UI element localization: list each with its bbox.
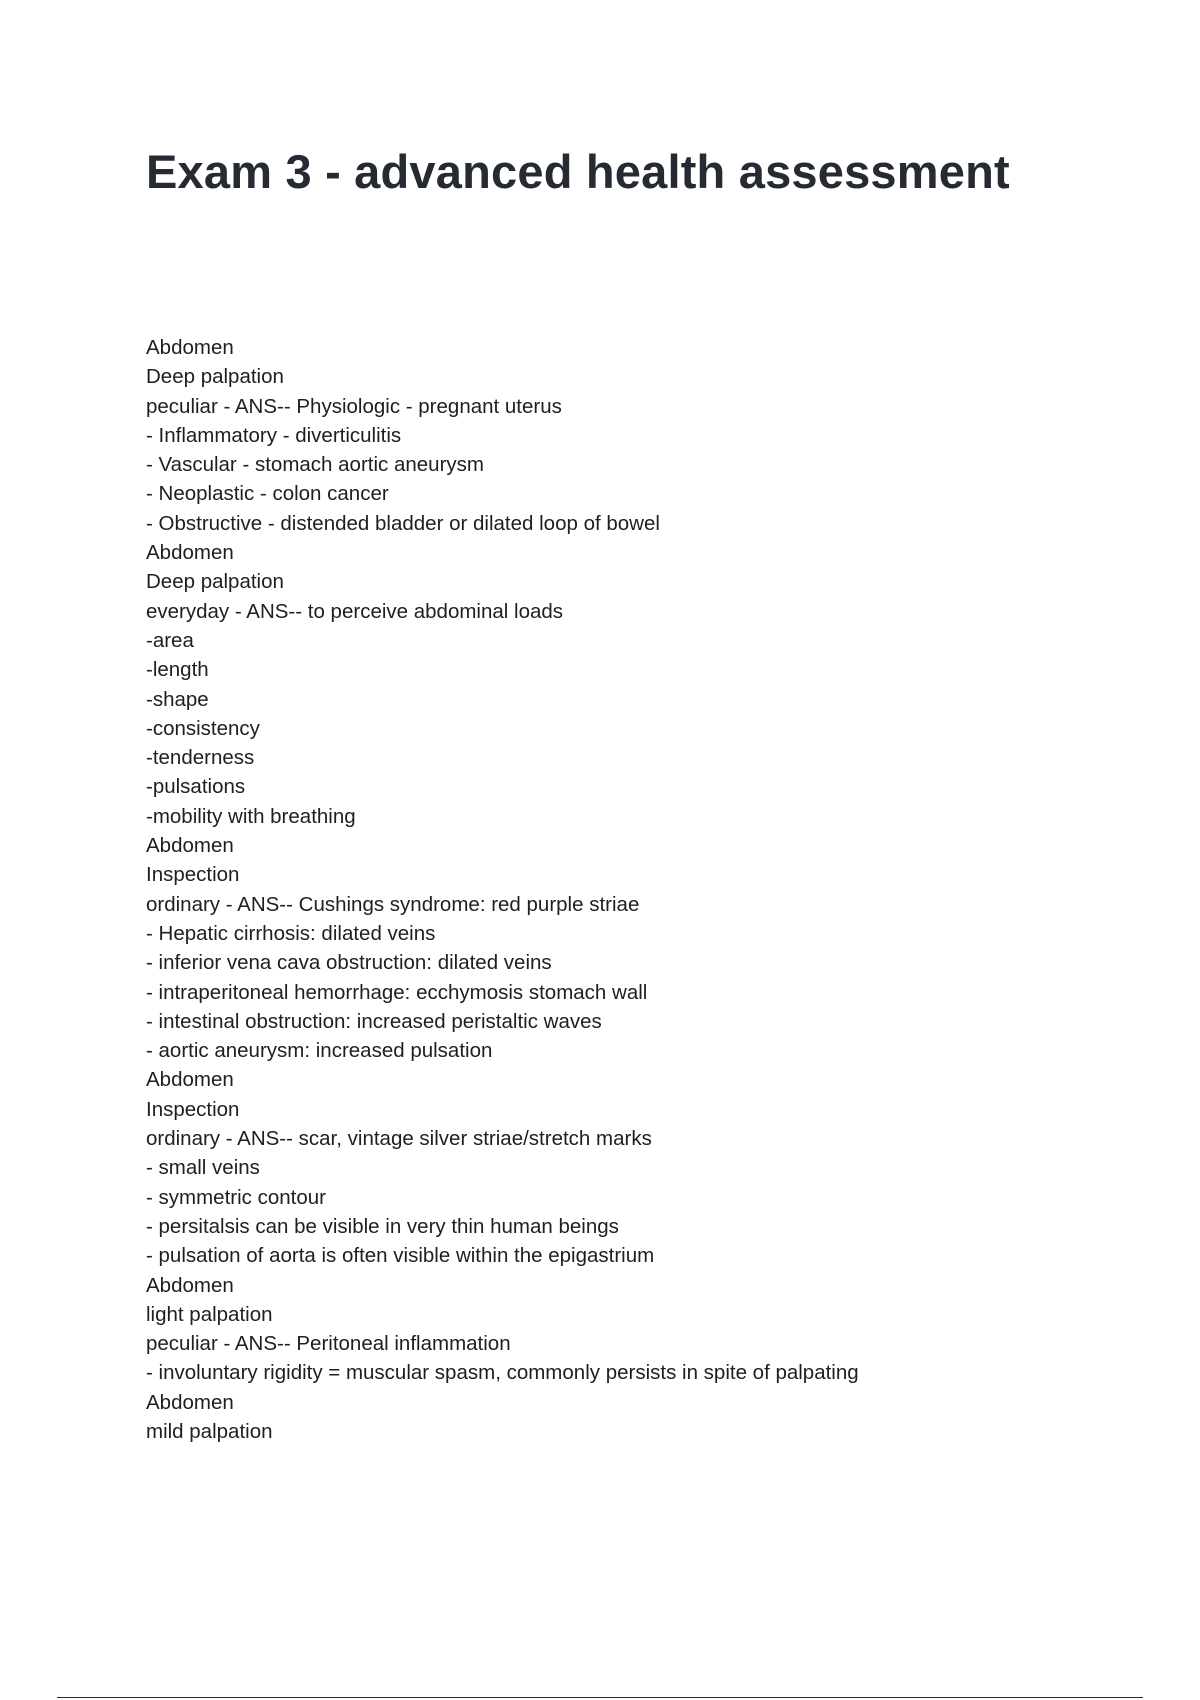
footer-divider — [57, 1697, 1143, 1698]
note-line: peculiar - ANS-- Physiologic - pregnant uterus — [146, 394, 562, 418]
note-line: ordinary - ANS-- scar, vintage silver striae/stretch marks — [146, 1127, 652, 1151]
note-line: - Hepatic cirrhosis: dilated veins — [146, 921, 436, 945]
note-line: - intraperitoneal hemorrhage: ecchymosis stomach wall — [146, 980, 648, 1004]
note-line: -mobility with breathing — [146, 804, 356, 828]
note-line: - small veins — [146, 1156, 260, 1180]
page-title: Exam 3 - advanced health assessment — [146, 145, 1010, 198]
note-line: Deep palpation — [146, 365, 284, 389]
note-line: Inspection — [146, 1097, 240, 1121]
note-line: - persitalsis can be visible in very thin human beings — [146, 1214, 619, 1238]
note-line: Abdomen — [146, 336, 234, 359]
note-line: light palpation — [146, 1302, 273, 1326]
note-line: -consistency — [146, 716, 260, 740]
note-line: peculiar - ANS-- Peritoneal inflammation — [146, 1332, 511, 1356]
note-line: - symmetric contour — [146, 1185, 326, 1209]
note-line: -length — [146, 658, 209, 682]
note-line: Abdomen — [146, 1273, 234, 1297]
note-line: - aortic aneurysm: increased pulsation — [146, 1039, 493, 1063]
note-line: Abdomen — [146, 834, 234, 858]
note-line: - intestinal obstruction: increased peristaltic waves — [146, 1009, 602, 1033]
note-line: - Neoplastic - colon cancer — [146, 482, 389, 506]
note-line: - involuntary rigidity = muscular spasm, commonly persists in spite of palpating — [146, 1361, 859, 1385]
note-line: everyday - ANS-- to perceive abdominal loads — [146, 599, 564, 623]
notes-list — [146, 333, 859, 1446]
note-line: ordinary - ANS-- Cushings syndrome: red purple striae — [146, 892, 640, 916]
note-line: -shape — [146, 687, 209, 711]
note-line: Deep palpation — [146, 570, 284, 594]
note-line: Abdomen — [146, 1068, 234, 1092]
note-line: Abdomen — [146, 1390, 234, 1414]
note-line: -tenderness — [146, 746, 255, 770]
note-line: Abdomen — [146, 541, 234, 565]
note-line: - pulsation of aorta is often visible within the epigastrium — [146, 1244, 655, 1268]
note-line: -pulsations — [146, 775, 246, 799]
note-line: - inferior vena cava obstruction: dilated veins — [146, 951, 552, 975]
note-line: -area — [146, 628, 194, 652]
note-line: - Vascular - stomach aortic aneurysm — [146, 453, 484, 477]
note-line: - Inflammatory - diverticulitis — [146, 423, 402, 447]
note-line: - Obstructive - distended bladder or dilated loop of bowel — [146, 511, 660, 535]
note-line: mild palpation — [146, 1419, 273, 1443]
note-line: Inspection — [146, 863, 240, 887]
